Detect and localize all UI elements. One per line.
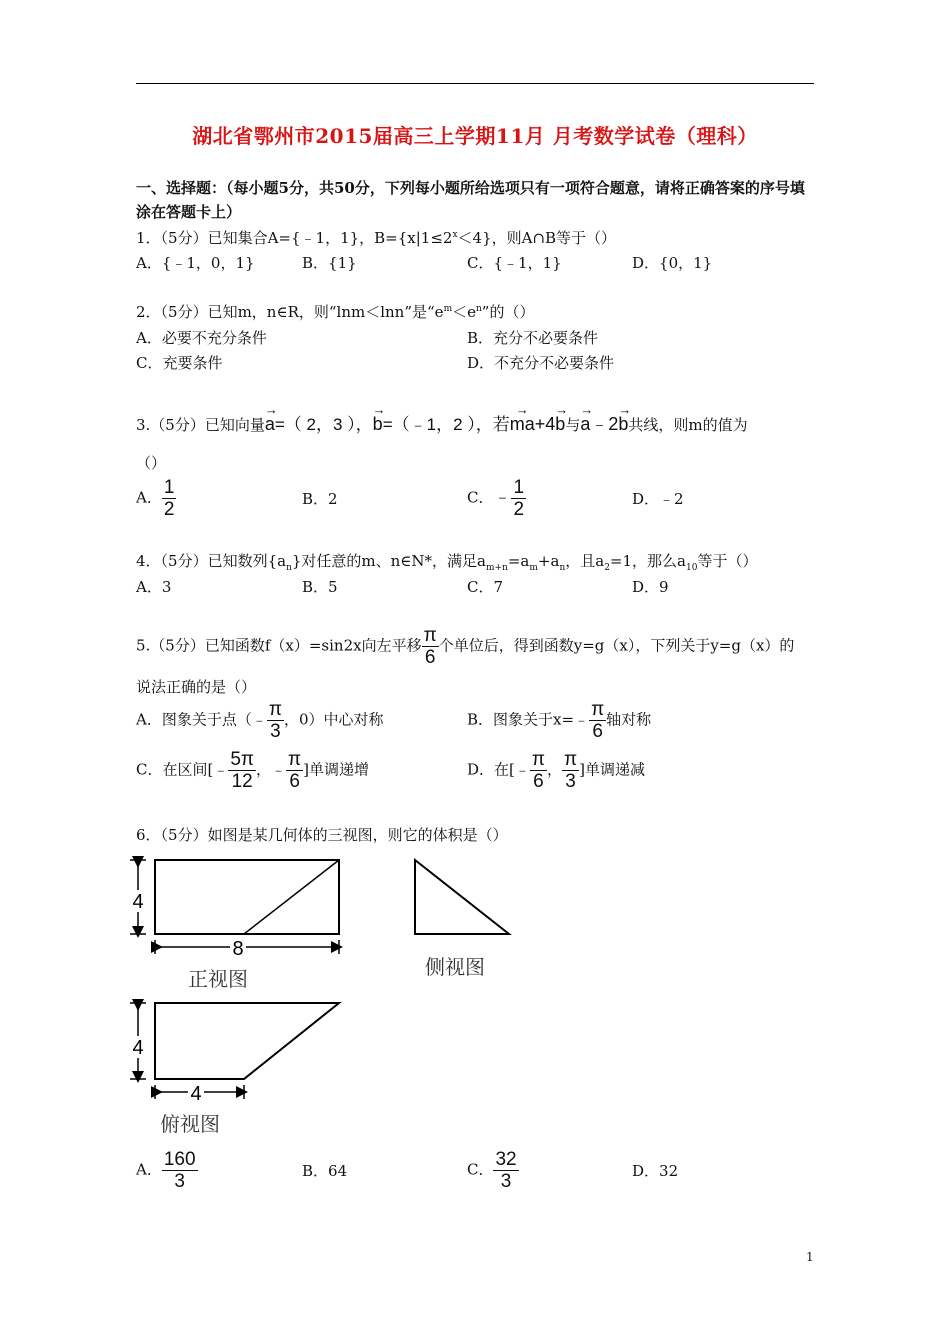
top-width-label: 4 bbox=[190, 1083, 202, 1105]
q4-option-b: B．5 bbox=[302, 578, 338, 596]
q4-option-d: D．9 bbox=[632, 578, 669, 596]
front-width-label: 8 bbox=[232, 938, 244, 960]
vector-a-2: → a bbox=[580, 408, 590, 435]
q6-option-b: B．64 bbox=[302, 1162, 348, 1180]
q1-option-a: A．{﹣1，0，1} bbox=[136, 254, 255, 272]
question-2: 2．（5分）已知m，n∈R，则“lnm＜lnn”是“$e^m<e^n$”的（） bbox=[136, 303, 535, 321]
three-view-figure bbox=[120, 850, 540, 1150]
top-view bbox=[130, 1003, 339, 1136]
q3-option-c: C．﹣ $\frac{1}{2}$ bbox=[467, 477, 525, 520]
q1-option-d: D．{0，1} bbox=[632, 254, 713, 272]
vector-ma: → ma bbox=[510, 408, 535, 435]
q3-option-a: A． $\frac{1}{2}$ bbox=[136, 477, 175, 520]
q2-option-a: A．必要不充分条件 bbox=[136, 329, 267, 347]
q2-option-d: D．不充分不必要条件 bbox=[467, 354, 615, 372]
q6-option-d: D．32 bbox=[632, 1162, 679, 1180]
section-heading: 一、选择题：（每小题5分，共50分，下列每小题所给选项只有一项符合题意，请将正确答案的序号填涂在答题卡上） bbox=[136, 179, 805, 221]
q6-option-a: A． $\frac{160}{3}$ bbox=[136, 1149, 196, 1192]
q5-option-d: D．在[﹣ $\frac{\pi}{6}$ ， $\frac{\pi}{3}$ ]单调递减 bbox=[467, 749, 645, 792]
front-view-label: 正视图 bbox=[188, 969, 248, 991]
header-rule bbox=[136, 83, 814, 84]
q5-option-c: C．在区间[﹣ $\frac{5\pi}{12}$ ，﹣ $\frac{\pi}{6}$ ]单调递增 bbox=[136, 749, 370, 792]
question-3-line2: （） bbox=[136, 454, 167, 472]
front-height-label: 4 bbox=[132, 891, 144, 913]
q1-option-c: C．{﹣1，1} bbox=[467, 254, 562, 272]
front-view bbox=[130, 860, 339, 991]
q4-option-c: C．7 bbox=[467, 578, 504, 596]
question-5: 5.（5分）已知函数f（x）=sin2x向左平移 $\frac{\pi}{6}$ 个单位后，得到函数y=g（x），下列关于y=g（x）的 bbox=[136, 625, 795, 668]
q2-option-c: C．充要条件 bbox=[136, 354, 223, 372]
question-6: 6．（5分）如图是某几何体的三视图，则它的体积是（） bbox=[136, 826, 508, 844]
page-number: 1 bbox=[806, 1250, 814, 1264]
top-height-label: 4 bbox=[132, 1037, 144, 1059]
q6-option-c: C． $\frac{32}{3}$ bbox=[467, 1149, 517, 1192]
vector-b-3: → b bbox=[618, 408, 628, 435]
question-3: 3.（5分）已知向量→ a=（ 2，3 ），→ b=（﹣1，2 ），若→ ma+4→ b与→ a﹣2→ b共线，则m的值为 bbox=[136, 408, 748, 436]
question-5-line2: 说法正确的是（） bbox=[136, 678, 257, 696]
q1-option-b: B．{1} bbox=[302, 254, 357, 272]
page-title: 湖北省鄂州市2015届高三上学期11月 月考数学试卷（理科） bbox=[192, 124, 758, 148]
q2-option-b: B．充分不必要条件 bbox=[467, 329, 599, 347]
vector-a: → a bbox=[265, 408, 275, 435]
side-view-label: 侧视图 bbox=[425, 957, 485, 979]
q4-option-a: A．3 bbox=[136, 578, 172, 596]
vector-b-2: → b bbox=[555, 408, 565, 435]
side-view bbox=[415, 860, 509, 979]
q5-option-b: B．图象关于x=﹣ $\frac{\pi}{6}$ 轴对称 bbox=[467, 699, 652, 742]
question-4: 4．（5分）已知数列$\{a_n\}$对任意的m、n∈N*，满足$a_{m+n}=a_m+a_n$，且$a_2=1$，那么$a_{10}$等于（） bbox=[136, 552, 758, 573]
vector-b: → b bbox=[373, 408, 383, 435]
q3-option-c-fraction: $\frac{1}{2}$ bbox=[513, 477, 525, 520]
q3-option-a-fraction: $\frac{1}{2}$ bbox=[163, 477, 175, 520]
question-1: 1．（5分）已知集合A={﹣1，1}，$B=\{x|1\le 2^x<4\}$，则A∩B等于（） bbox=[136, 229, 617, 247]
q3-option-d: D．﹣2 bbox=[632, 490, 684, 508]
q5-shift-fraction: $\frac{\pi}{6}$ bbox=[423, 625, 437, 668]
top-view-label: 俯视图 bbox=[160, 1114, 220, 1136]
q3-option-b: B．2 bbox=[302, 490, 338, 508]
q5-option-a: A．图象关于点（﹣ $\frac{\pi}{3}$ ，0）中心对称 bbox=[136, 699, 384, 742]
